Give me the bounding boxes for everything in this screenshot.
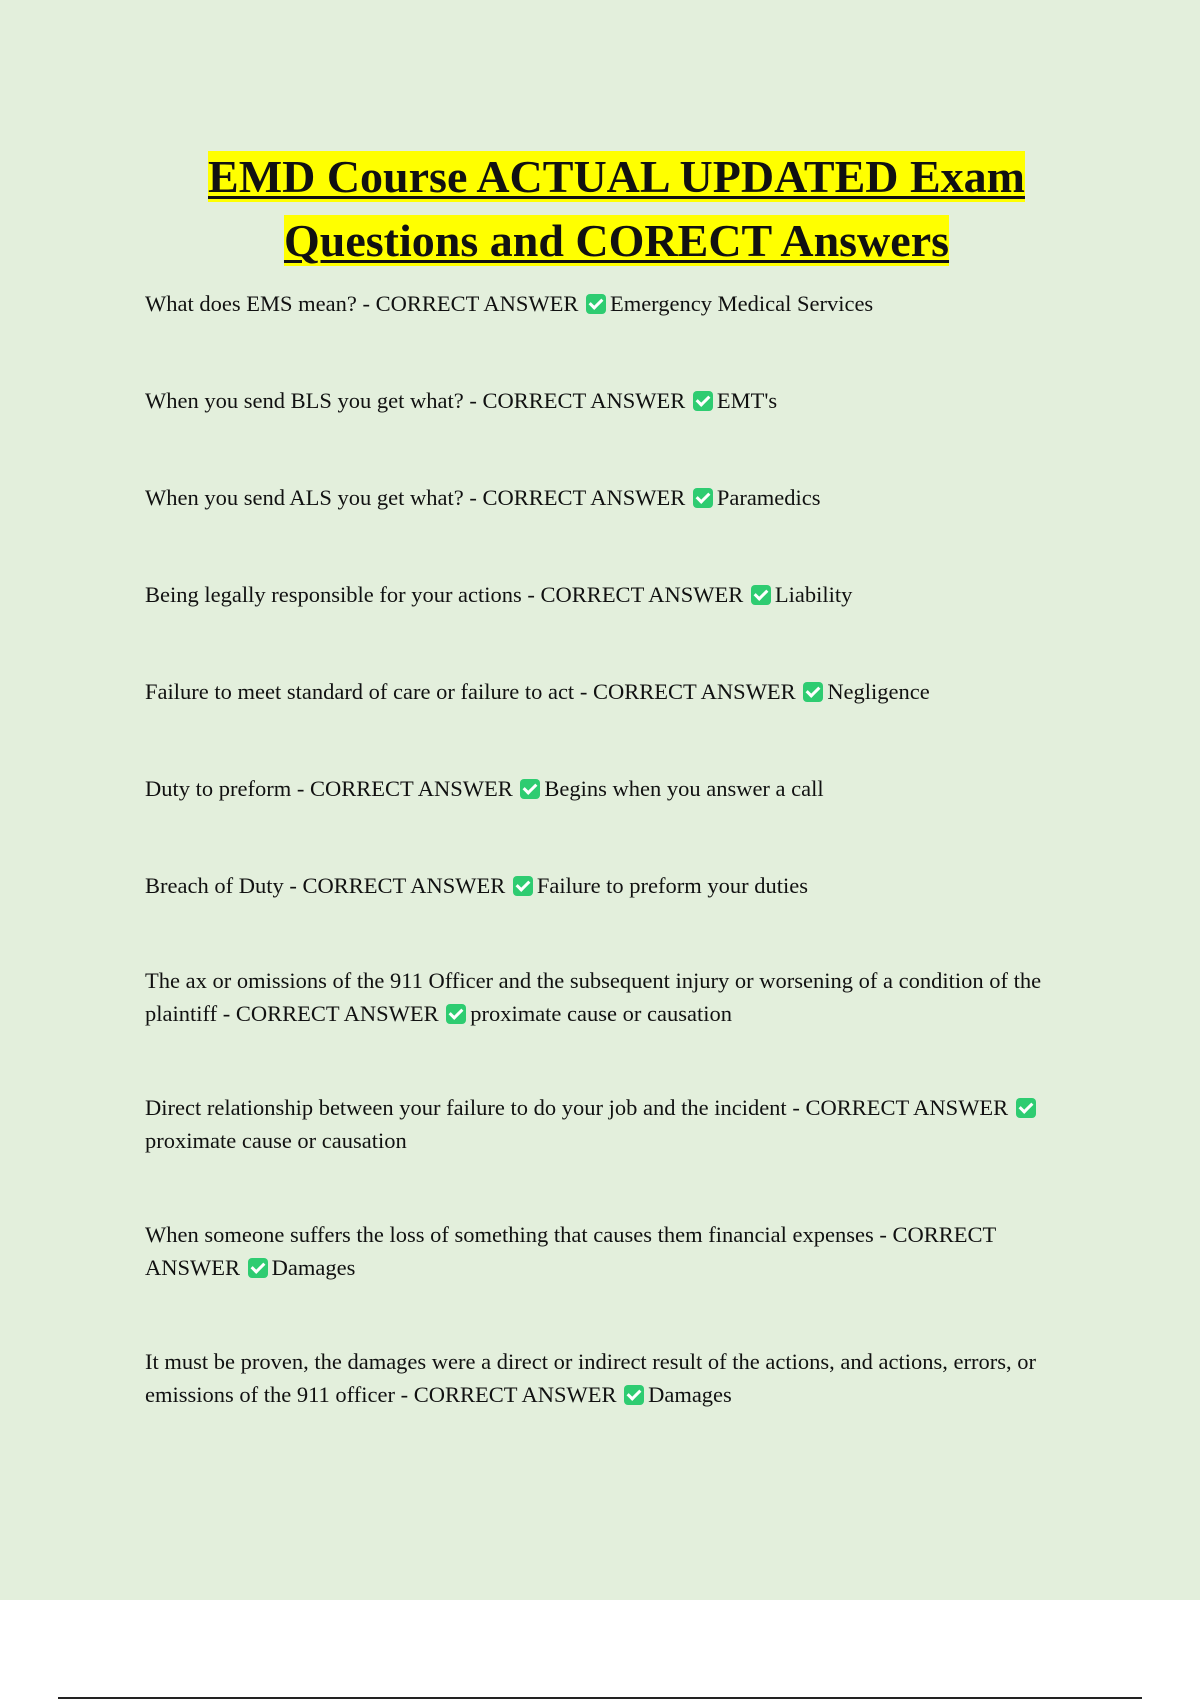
separator: - bbox=[521, 582, 541, 607]
separator: - bbox=[463, 388, 483, 413]
separator: - bbox=[356, 291, 376, 316]
answer-text: Failure to preform your duties bbox=[536, 873, 809, 898]
qa-item bbox=[145, 384, 1085, 417]
answer-text: Begins when you answer a call bbox=[544, 776, 824, 801]
question-text: Direct relationship between your failure to do your job and the incident bbox=[145, 1095, 787, 1120]
answer-text: Negligence bbox=[827, 679, 930, 704]
qa-item bbox=[145, 578, 1085, 611]
correct-answer-label: CORRECT ANSWER bbox=[540, 582, 744, 607]
check-mark-icon bbox=[751, 585, 771, 605]
check-mark-icon bbox=[624, 1385, 644, 1405]
qa-item bbox=[145, 675, 1085, 708]
answer-text: proximate cause or causation bbox=[145, 1128, 407, 1153]
question-text: Being legally responsible for your actions bbox=[145, 582, 522, 607]
check-mark-icon bbox=[693, 391, 713, 411]
answer-text: Paramedics bbox=[716, 485, 821, 510]
qa-item bbox=[145, 1345, 1085, 1411]
answer-text: Liability bbox=[774, 582, 853, 607]
check-mark-icon bbox=[520, 779, 540, 799]
question-text: Breach of Duty bbox=[145, 873, 284, 898]
correct-answer-label: CORRECT ANSWER bbox=[482, 485, 686, 510]
qa-item bbox=[145, 772, 1085, 805]
question-text: When you send ALS you get what? bbox=[145, 485, 464, 510]
separator: - bbox=[786, 1095, 806, 1120]
qa-item bbox=[145, 964, 1085, 1030]
question-text: When someone suffers the loss of something that causes them financial expenses bbox=[145, 1222, 874, 1247]
qa-item bbox=[145, 287, 1085, 320]
answer-text: Emergency Medical Services bbox=[609, 291, 874, 316]
correct-answer-label: CORRECT ANSWER bbox=[413, 1382, 617, 1407]
check-mark-icon bbox=[248, 1258, 268, 1278]
title-line-2: Questions and CORECT Answers bbox=[283, 215, 950, 266]
check-mark-icon bbox=[513, 876, 533, 896]
question-text: Duty to preform bbox=[145, 776, 292, 801]
correct-answer-label: CORRECT ANSWER bbox=[145, 1222, 996, 1280]
title-line-1: EMD Course ACTUAL UPDATED Exam bbox=[208, 151, 1025, 202]
qa-item bbox=[145, 1091, 1085, 1157]
answer-text: Damages bbox=[271, 1255, 356, 1280]
answer-text: Damages bbox=[648, 1382, 732, 1407]
separator: - bbox=[574, 679, 593, 704]
check-mark-icon bbox=[803, 682, 823, 702]
check-mark-icon bbox=[1016, 1098, 1036, 1118]
separator: - bbox=[291, 776, 310, 801]
check-mark-icon bbox=[586, 294, 606, 314]
answer-text: EMT's bbox=[716, 388, 778, 413]
footer-divider bbox=[58, 1697, 1142, 1699]
document-title bbox=[80, 145, 1153, 273]
correct-answer-label: CORRECT ANSWER bbox=[482, 388, 686, 413]
correct-answer-label: CORRECT ANSWER bbox=[302, 873, 506, 898]
check-mark-icon bbox=[693, 488, 713, 508]
question-text: When you send BLS you get what? bbox=[145, 388, 464, 413]
correct-answer-label: CORRECT ANSWER bbox=[375, 291, 579, 316]
qa-item bbox=[145, 481, 1085, 514]
separator: - bbox=[873, 1222, 893, 1247]
correct-answer-label: CORRECT ANSWER bbox=[309, 776, 513, 801]
check-mark-icon bbox=[446, 1004, 466, 1024]
correct-answer-label: CORRECT ANSWER bbox=[592, 679, 796, 704]
qa-item bbox=[145, 869, 1085, 902]
question-text: Failure to meet standard of care or failure to act bbox=[145, 679, 575, 704]
correct-answer-label: CORRECT ANSWER bbox=[805, 1095, 1009, 1120]
separator: - bbox=[463, 485, 483, 510]
question-text: It must be proven, the damages were a direct or indirect result of the actions, and actions, errors, or emissions of the 911 officer bbox=[145, 1349, 1036, 1407]
separator: - bbox=[217, 1001, 236, 1026]
separator: - bbox=[283, 873, 303, 898]
answer-text: proximate cause or causation bbox=[470, 1001, 732, 1026]
qa-item bbox=[145, 1218, 1085, 1284]
correct-answer-label: CORRECT ANSWER bbox=[235, 1001, 439, 1026]
separator: - bbox=[394, 1382, 414, 1407]
question-text: The ax or omissions of the 911 Officer and the subsequent injury or worsening of a condition of the plaintiff bbox=[145, 968, 1042, 1026]
question-text: What does EMS mean? bbox=[145, 291, 357, 316]
